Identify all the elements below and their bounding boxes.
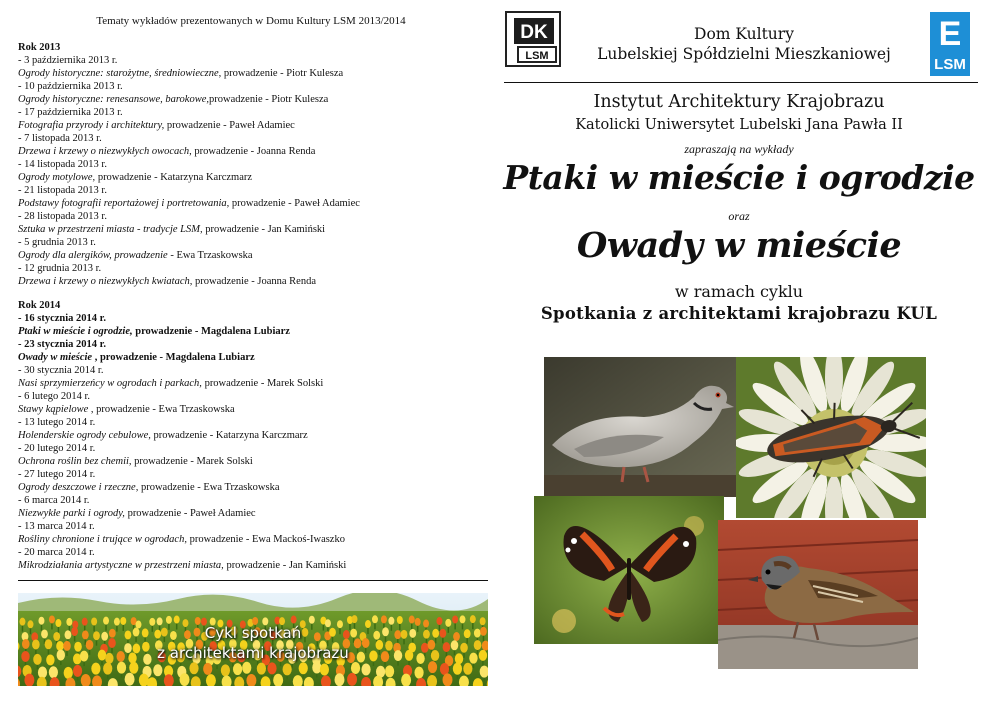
lecture-list [18,54,488,288]
lecture-date: - 20 lutego 2014 r. [18,443,96,454]
lecture-host: prowadzenie - Paweł Adamiec [164,120,295,131]
lecture-item [18,312,488,338]
lecture-description [18,275,488,288]
lecture-host: prowadzenie - Ewa Trzaskowska [138,482,280,493]
lecture-date: - 17 października 2013 r. [18,107,123,118]
year-heading: Rok 2014 [18,300,61,311]
lecture-description [18,325,488,338]
lecture-item [18,442,488,468]
banner-line2: z architektami krajobrazu [157,644,349,662]
lecture-topic: Fotografia przyrody i architektury, [18,120,165,131]
lecture-date: - 30 stycznia 2014 r. [18,365,104,376]
year-2013-block [18,41,488,288]
lecture-description [18,93,488,106]
cycle-name: Spotkania z architektami krajobrazu KUL [540,304,938,323]
lecture-host: prowadzenie - Jan Kamiński [223,560,347,571]
dove-photo [544,357,740,497]
lecture-topic: Drzewa i krzewy o niezwykłych owocach, [18,146,192,157]
lecture-host: prowadzenie - Joanna Renda [191,146,316,157]
lecture-description [18,171,488,184]
lecture-item [18,184,488,210]
right-page [496,0,992,702]
lecture-description [18,119,488,132]
lecture-item [18,338,488,364]
conjunction-text: oraz [728,209,750,223]
lecture-host: prowadzenie - Marek Solski [131,456,253,467]
lecture-description [18,507,488,520]
lecture-topic: Stawy kąpielowe [18,404,89,415]
lecture-host: prowadzenie - Jan Kamiński [202,224,326,235]
lecture-topic: Ogrody historyczne: renesansowe, barokowe, [18,94,210,105]
lecture-description [18,197,488,210]
lecture-description [18,455,488,468]
lecture-topic: Owady w mieście [18,352,93,363]
org-name-line2: Lubelskiej Spółdzielni Mieszkaniowej [597,45,891,63]
lecture-item [18,546,488,572]
lecture-host: prowadzenie - Marek Solski [201,378,324,389]
logo-lsm-text: LSM [525,50,549,62]
lecture-item [18,494,488,520]
lecture-description [18,533,488,546]
institute-name: Instytut Architektury Krajobrazu [593,92,885,112]
lecture-topic: Holenderskie ogrody cebulowe, [18,430,151,441]
bug-on-flower-photo [736,357,926,518]
lecture-topic: Mikrodziałania artystyczne w przestrzeni miasta, [18,560,224,571]
lecture-host: , prowadzenie - Ewa Trzaskowska [88,404,235,415]
lecture-topic: Nasi sprzymierzeńcy w ogrodach i parkach, [18,378,202,389]
lecture-date: - 6 marca 2014 r. [18,495,90,506]
lecture-title-main: Ptaki w mieście i ogrodzie [503,158,975,197]
lecture-item [18,262,488,288]
lecture-description [18,559,488,572]
lecture-date: - 23 stycznia 2014 r. [18,339,106,350]
lecture-item [18,468,488,494]
lecture-item [18,80,488,106]
lecture-topic: Sztuka w przestrzeni miasta - tradycje LSM, [18,224,203,235]
lecture-topic: Ogrody dla alergików, prowadzenie [18,250,168,261]
header-divider [504,82,978,83]
lecture-date: - 28 listopada 2013 r. [18,211,107,222]
lecture-description [18,351,488,364]
butterfly-photo [534,496,724,644]
lecture-host: , prowadzenie - Magdalena Lubiarz [92,352,255,363]
lecture-description [18,377,488,390]
lecture-description [18,249,488,262]
lecture-item [18,520,488,546]
lecture-date: - 6 lutego 2014 r. [18,391,91,402]
dk-lsm-logo [504,10,562,68]
lecture-host: prowadzenie - Paweł Adamiec [229,198,360,209]
lecture-item [18,364,488,390]
lecture-item [18,210,488,236]
lecture-date: - 21 listopada 2013 r. [18,185,107,196]
lecture-date: - 3 października 2013 r. [18,55,118,66]
lecture-topic: Ogrody historyczne: starożytne, średniowieczne, [18,68,222,79]
lecture-topic: Podstawy fotografii reportażowej i portretowania, [18,198,230,209]
lecture-host: prowadzenie - Paweł Adamiec [124,508,256,519]
year-heading: Rok 2013 [18,42,61,53]
lecture-date: - 5 grudnia 2013 r. [18,237,96,248]
lecture-date: - 10 października 2013 r. [18,81,123,92]
lecture-host: prowadzenie - Piotr Kulesza [209,94,329,105]
lecture-date: - 16 stycznia 2014 r. [18,313,106,324]
lecture-item [18,158,488,184]
banner-text [18,623,488,663]
lecture-topic: Ptaki w mieście i ogrodzie, [18,326,133,337]
lecture-list [18,312,488,572]
divider [18,580,488,581]
lecture-topic: Ogrody deszczowe i rzeczne, [18,482,139,493]
lecture-topic: Ogrody motylowe, [18,172,96,183]
lecture-topic: Niezwykłe parki i ogrody, [18,508,125,519]
logo-lsm-text: LSM [934,56,966,73]
university-name: Katolicki Uniwersytet Lubelski Jana Pawła II [575,117,903,133]
lecture-host: prowadzenie - Joanna Renda [192,276,317,287]
lecture-topic: Ochrona roślin bez chemii, [18,456,132,467]
logo-e-text: E [938,15,962,53]
banner-line1: Cykl spotkań [204,624,302,642]
lecture-date: - 13 lutego 2014 r. [18,417,96,428]
lecture-date: - 20 marca 2014 r. [18,547,95,558]
invite-text: zapraszają na wykłady [684,142,794,156]
lecture-host: prowadzenie - Ewa Mackoś-Iwaszko [186,534,345,545]
lecture-host: prowadzenie - Katarzyna Karczmarz [95,172,253,183]
schedule-title: Tematy wykładów prezentowanych w Domu Kultury LSM 2013/2014 [96,15,406,27]
lecture-item [18,390,488,416]
logo-dk-text: DK [520,22,548,43]
lecture-item [18,54,488,80]
lecture-description [18,403,488,416]
lecture-host: prowadzenie - Piotr Kulesza [221,68,344,79]
lecture-description [18,145,488,158]
lecture-description [18,429,488,442]
lecture-host: prowadzenie - Katarzyna Karczmarz [150,430,308,441]
lecture-description [18,481,488,494]
lecture-description [18,223,488,236]
lecture-date: - 12 grudnia 2013 r. [18,263,102,274]
lecture-item [18,132,488,158]
lsm-logo [930,12,970,76]
sparrow-photo [718,520,918,669]
lecture-description [18,67,488,80]
lecture-topic: Drzewa i krzewy o niezwykłych kwiatach, [18,276,193,287]
lecture-date: - 14 listopada 2013 r. [18,159,107,170]
org-name-line1: Dom Kultury [694,25,794,43]
lecture-date: - 13 marca 2014 r. [18,521,95,532]
lecture-date: - 7 listopada 2013 r. [18,133,102,144]
org-name [566,24,922,64]
year-2014-block [18,299,488,572]
cycle-label: w ramach cyklu [674,282,804,301]
lecture-item [18,416,488,442]
lecture-title-second: Owady w mieście [576,225,902,266]
lecture-host: - Ewa Trzaskowska [167,250,253,261]
lecture-host: prowadzenie - Magdalena Lubiarz [132,326,290,337]
lecture-item [18,106,488,132]
lecture-item [18,236,488,262]
tulip-banner [18,593,488,686]
lecture-topic: Rośliny chronione i trujące w ogrodach, [18,534,187,545]
lecture-date: - 27 lutego 2014 r. [18,469,96,480]
